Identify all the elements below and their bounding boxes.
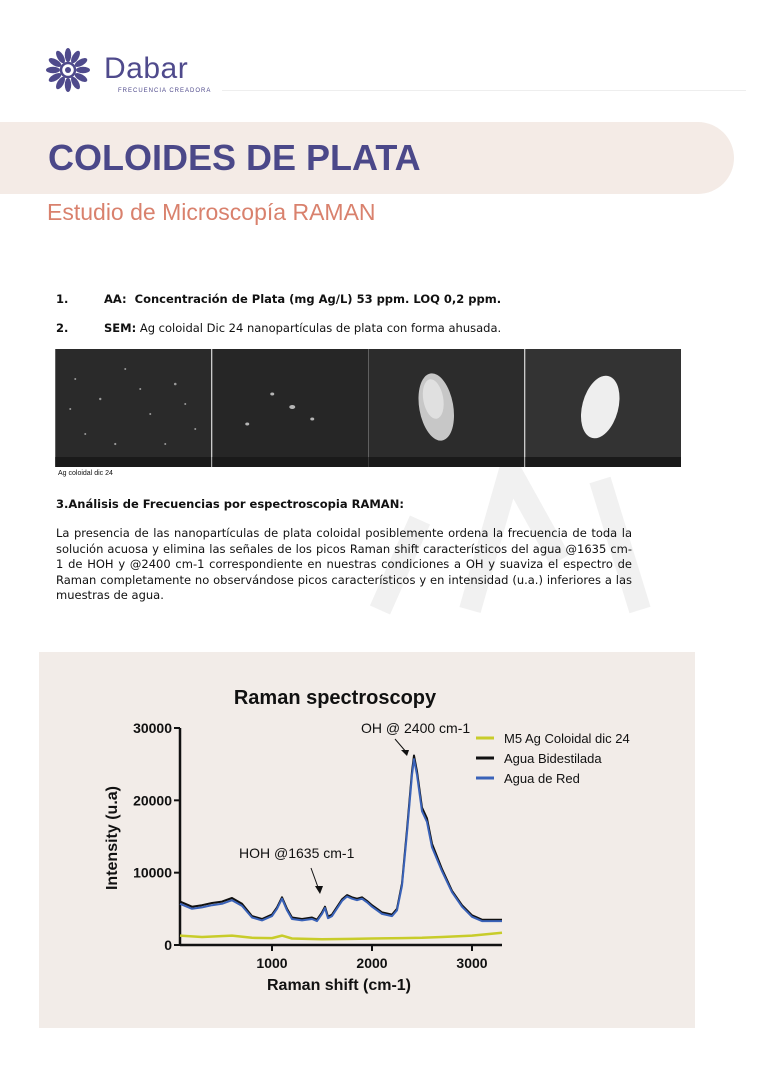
page-subtitle: Estudio de Microscopía RAMAN — [47, 199, 376, 225]
x-tick-label: 2000 — [356, 955, 388, 971]
aa-label: AA: — [104, 292, 127, 306]
series-line — [180, 933, 502, 940]
item-number: 2. — [56, 321, 69, 335]
brand-name: Dabar — [104, 52, 189, 85]
y-tick-label: 0 — [164, 937, 172, 953]
y-tick-label: 10000 — [133, 864, 172, 881]
series-line — [180, 759, 502, 921]
y-tick-label: 20000 — [133, 792, 172, 809]
sem-image — [55, 349, 212, 467]
x-tick-label: 1000 — [256, 955, 288, 971]
analysis-paragraph: La presencia de las nanopartículas de plata coloidal posiblemente ordena la frecuencia de toda la solución acuosa y elimina las señales de los picos Raman shift característicos del agua @1635 cm-1 de HOH y @2400 cm-1 correspondiente en nuestras condiciones a OH y suaviza el espectro de Raman completamente no observándose picos característicos y en intensidad (u.a.) inferiores a las muestras de agua. — [56, 526, 632, 602]
aa-result — [104, 292, 501, 306]
page-title: COLOIDES DE PLATA — [48, 137, 421, 178]
sem-image — [525, 349, 682, 467]
legend-label: Agua de Red — [504, 771, 580, 786]
legend-label: M5 Ag Coloidal dic 24 — [504, 731, 630, 746]
annotation-arrowhead — [315, 886, 323, 894]
annotation-hoh: HOH @1635 cm-1 — [239, 845, 355, 861]
raman-chart — [39, 652, 695, 1028]
dabar-logo-icon — [44, 46, 92, 94]
sem-image — [368, 349, 525, 467]
sem-text: Ag coloidal Dic 24 nanopartículas de plata con forma ahusada. — [139, 321, 502, 335]
sem-result — [104, 321, 501, 335]
x-axis-label: Raman shift (cm-1) — [266, 977, 412, 994]
annotation-oh: OH @ 2400 cm-1 — [361, 720, 471, 736]
sem-caption: Ag coloidal dic 24 — [58, 470, 113, 477]
brand-tagline: FRECUENCIA CREADORA — [118, 88, 212, 94]
sem-image — [212, 349, 369, 467]
aa-text: Concentración de Plata (mg Ag/L) 53 ppm. LOQ 0,2 ppm. — [134, 292, 502, 306]
raman-chart-panel — [39, 652, 695, 1028]
header-divider — [222, 90, 746, 91]
sem-label: SEM: — [104, 321, 137, 335]
y-tick-label: 30000 — [133, 720, 172, 736]
annotation-arrowhead — [401, 750, 409, 756]
sem-image-strip — [55, 349, 681, 467]
chart-title: Raman spectroscopy — [233, 687, 437, 709]
legend-label: Agua Bidestilada — [504, 751, 602, 766]
item-number: 1. — [56, 292, 69, 306]
section-3-title: 3.Análisis de Frecuencias por espectroscopia RAMAN: — [56, 497, 404, 511]
y-axis-label: Intensity (u.a) — [104, 785, 121, 891]
x-tick-label: 3000 — [456, 955, 488, 971]
